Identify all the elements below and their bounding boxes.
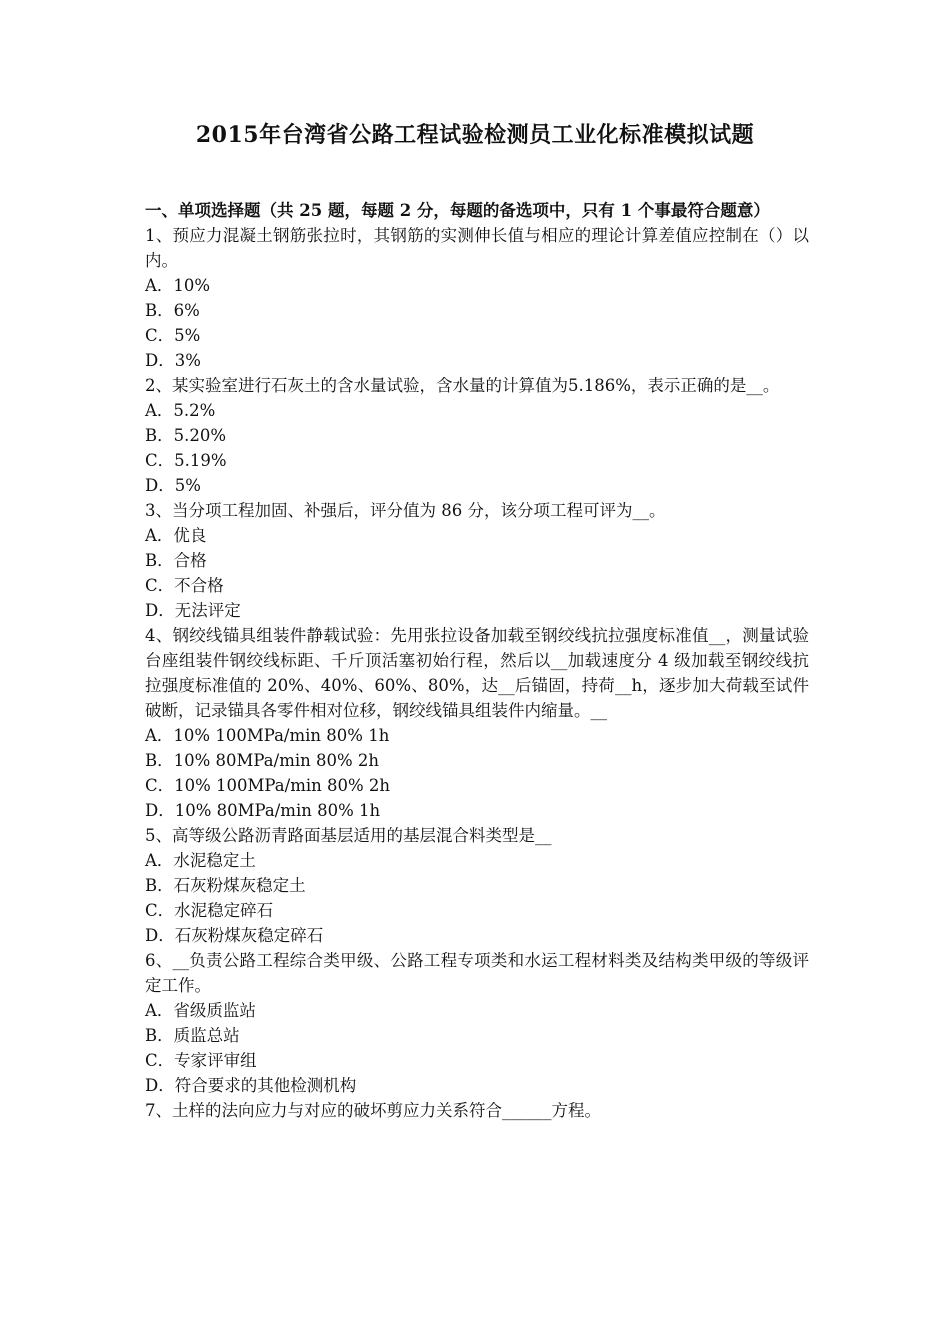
option-c: C．10% 100MPa/min 80% 2h bbox=[145, 776, 391, 795]
option-a: A．水泥稳定土 bbox=[145, 851, 256, 870]
option-c: C．不合格 bbox=[145, 576, 224, 595]
question-text: 4、钢绞线锚具组装件静载试验：先用张拉设备加载至钢绞线抗拉强度标准值__，测量试验台座组装件钢绞线标距、千斤顶活塞初始行程，然后以__加载速度分 4 级加载至钢绞线抗拉强度标准值的 20%、40%、60%、80%，达__后锚固，持荷__h，逐步加大荷载至试件破断，记录锚具各零件相对位移，钢绞线锚具组装件内缩量。__ bbox=[145, 626, 809, 720]
option-b: B．6% bbox=[145, 301, 200, 320]
option-b: B．5.20% bbox=[145, 426, 227, 445]
option-a: A．省级质监站 bbox=[145, 1001, 256, 1020]
option-d: D．无法评定 bbox=[145, 601, 241, 620]
question-text: 3、当分项工程加固、补强后，评分值为 86 分，该分项工程可评为__。 bbox=[145, 501, 666, 520]
option-b: B．质监总站 bbox=[145, 1026, 240, 1045]
option-b: B．石灰粉煤灰稳定土 bbox=[145, 876, 306, 895]
question-2 bbox=[145, 373, 809, 498]
option-c: C．水泥稳定碎石 bbox=[145, 901, 274, 920]
question-text: 2、某实验室进行石灰土的含水量试验，含水量的计算值为5.186%，表示正确的是__。 bbox=[145, 376, 780, 395]
section-heading: 一、单项选择题（共 25 题，每题 2 分，每题的备选项中，只有 1 个事最符合题意） bbox=[145, 201, 770, 220]
option-d: D．5% bbox=[145, 476, 201, 495]
question-text: 7、土样的法向应力与对应的破坏剪应力关系符合______方程。 bbox=[145, 1101, 601, 1120]
question-3 bbox=[145, 498, 809, 623]
question-text: 6、__负责公路工程综合类甲级、公路工程专项类和水运工程材料类及结构类甲级的等级评定工作。 bbox=[145, 951, 809, 995]
question-1 bbox=[145, 223, 809, 373]
option-d: D．符合要求的其他检测机构 bbox=[145, 1076, 357, 1095]
option-a: A．10% 100MPa/min 80% 1h bbox=[145, 726, 390, 745]
option-d: D．10% 80MPa/min 80% 1h bbox=[145, 801, 381, 820]
option-c: C．5.19% bbox=[145, 451, 227, 470]
option-a: A．优良 bbox=[145, 526, 207, 545]
option-c: C．专家评审组 bbox=[145, 1051, 257, 1070]
question-5 bbox=[145, 823, 809, 948]
option-d: D．石灰粉煤灰稳定碎石 bbox=[145, 926, 324, 945]
option-a: A．10% bbox=[145, 276, 211, 295]
question-text: 5、高等级公路沥青路面基层适用的基层混合料类型是__ bbox=[145, 826, 552, 845]
question-4 bbox=[145, 623, 809, 823]
option-a: A．5.2% bbox=[145, 401, 216, 420]
option-b: B．10% 80MPa/min 80% 2h bbox=[145, 751, 380, 770]
question-7 bbox=[145, 1098, 809, 1123]
question-6 bbox=[145, 948, 809, 1098]
document-title: 2015年台湾省公路工程试验检测员工业化标准模拟试题 bbox=[195, 122, 755, 148]
option-c: C．5% bbox=[145, 326, 201, 345]
option-d: D．3% bbox=[145, 351, 201, 370]
option-b: B．合格 bbox=[145, 551, 207, 570]
question-text: 1、预应力混凝土钢筋张拉时，其钢筋的实测伸长值与相应的理论计算差值应控制在（）以内。 bbox=[145, 226, 809, 270]
document-body bbox=[145, 198, 809, 1123]
